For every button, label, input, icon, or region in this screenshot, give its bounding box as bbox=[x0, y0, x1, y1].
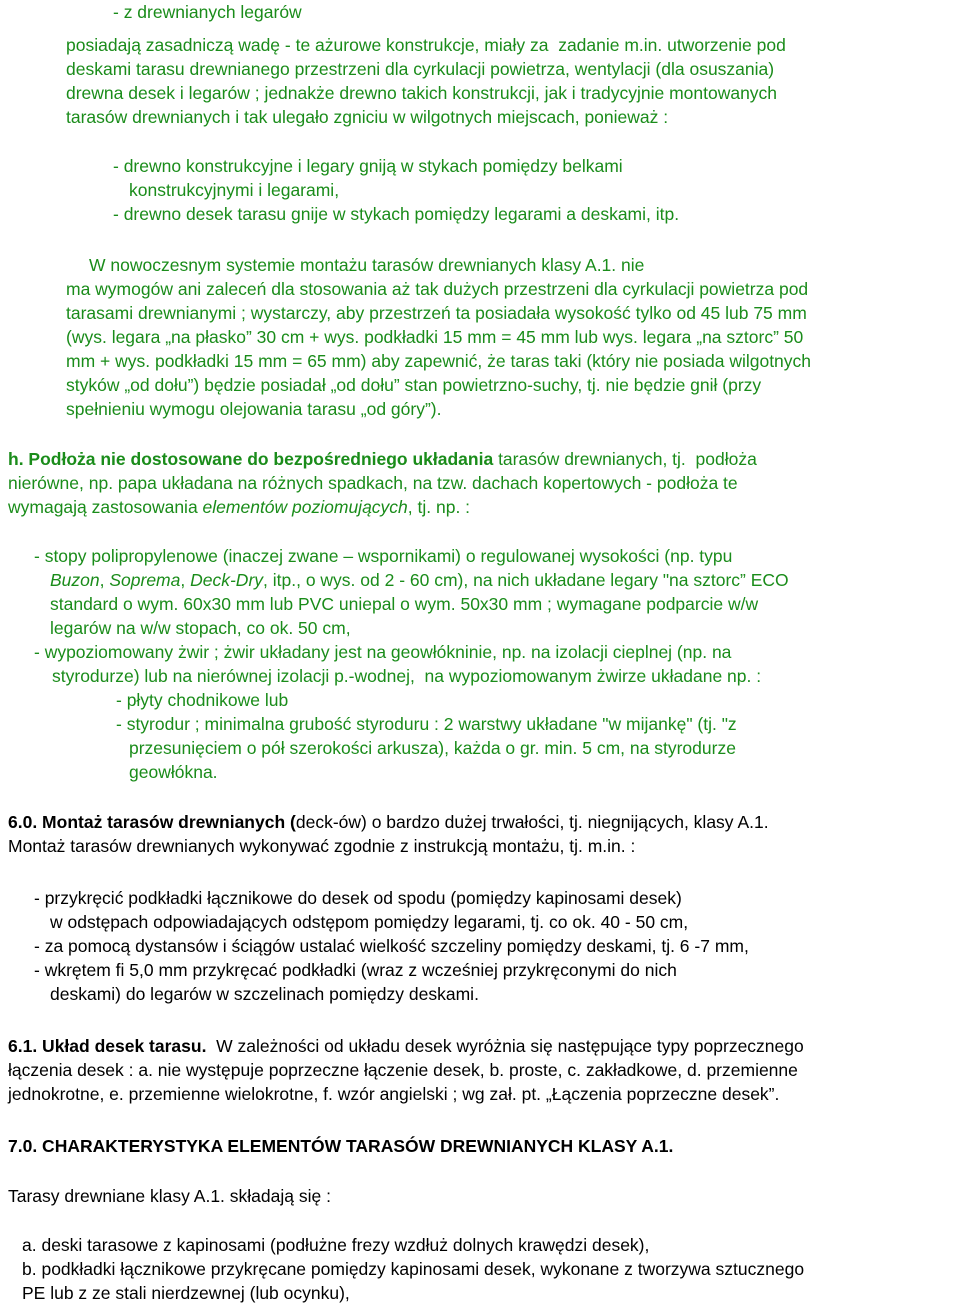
text-line bbox=[113, 0, 302, 24]
text-line bbox=[22, 1233, 649, 1257]
text-line bbox=[22, 1281, 350, 1305]
text-line bbox=[116, 688, 288, 712]
text-segment: deskami tarasu drewnianego przestrzeni dla cyrkulacji powietrza, wentylacji (dla osuszania) bbox=[66, 59, 775, 79]
text-line bbox=[34, 934, 749, 958]
text-segment: tarasów drewnianych, tj. podłoża bbox=[493, 449, 757, 469]
text-segment: deskami) do legarów w szczelinach pomiędzy deskami. bbox=[50, 984, 479, 1004]
text-segment: elementów poziomujących bbox=[202, 497, 408, 517]
text-line bbox=[66, 397, 441, 421]
text-line bbox=[52, 664, 761, 688]
text-line bbox=[66, 325, 803, 349]
text-line bbox=[129, 760, 218, 784]
text-line bbox=[116, 712, 737, 736]
text-segment: - wkrętem fi 5,0 mm przykręcać podkładki (wraz z wcześniej przykręconymi do nich bbox=[34, 960, 677, 980]
text-segment: standard o wym. 60x30 mm lub PVC uniepal o wym. 50x30 mm ; wymagane podparcie w/w bbox=[50, 594, 759, 614]
text-segment: a. deski tarasowe z kapinosami (podłużne frezy wzdłuż dolnych krawędzi desek), bbox=[22, 1235, 650, 1255]
text-segment: (wys. legara „na płasko” 30 cm + wys. podkładki 15 mm = 45 mm lub wys. legara „na sztorc” 50 bbox=[66, 327, 804, 347]
text-line bbox=[34, 640, 731, 664]
text-segment: 6.1. Układ desek tarasu. bbox=[8, 1036, 207, 1056]
text-segment: Buzon bbox=[50, 570, 100, 590]
text-line bbox=[66, 57, 774, 81]
text-segment: - za pomocą dystansów i ściągów ustalać wielkość szczeliny pomiędzy deskami, tj. 6 -7 mm, bbox=[34, 936, 749, 956]
text-segment: - wypoziomowany żwir ; żwir układany jest na geowłókninie, np. na izolacji cieplnej (np. na bbox=[34, 642, 732, 662]
text-line bbox=[66, 349, 811, 373]
text-line bbox=[66, 105, 668, 129]
text-line bbox=[50, 592, 758, 616]
text-line bbox=[66, 33, 786, 57]
text-segment: Montaż tarasów drewnianych wykonywać zgodnie z instrukcją montażu, tj. m.in. : bbox=[8, 836, 636, 856]
text-segment: legarów na w/w stopach, co ok. 50 cm, bbox=[50, 618, 351, 638]
text-segment: 6.0. Montaż tarasów drewnianych ( bbox=[8, 812, 296, 832]
text-segment: deck-ów) o bardzo dużej trwałości, tj. niegnijących, klasy A.1. bbox=[295, 812, 769, 832]
text-line bbox=[50, 568, 789, 592]
text-line bbox=[66, 277, 808, 301]
text-line bbox=[22, 1257, 804, 1281]
text-line bbox=[129, 178, 339, 202]
text-line bbox=[34, 958, 677, 982]
text-line bbox=[8, 1034, 804, 1058]
text-segment: b. podkładki łącznikowe przykręcane pomiędzy kapinosami desek, wykonane z tworzywa sztucznego bbox=[22, 1259, 805, 1279]
text-line bbox=[8, 447, 757, 471]
text-line bbox=[8, 471, 738, 495]
text-segment: mm + wys. podkładki 15 mm = 65 mm) aby zapewnić, że taras taki (który nie posiada wilgotnych bbox=[66, 351, 812, 371]
text-line bbox=[8, 495, 470, 519]
text-segment: drewna desek i legarów ; jednakże drewno takich konstrukcji, jak i tradycyjnie montowanych bbox=[66, 83, 778, 103]
text-segment: nierówne, np. papa układana na różnych spadkach, na tzw. dachach kopertowych - podłoża te bbox=[8, 473, 738, 493]
text-segment: geowłókna. bbox=[129, 762, 218, 782]
text-segment: W nowoczesnym systemie montażu tarasów drewnianych klasy A.1. nie bbox=[89, 255, 645, 275]
text-segment: spełnieniu wymogu olejowania tarasu „od góry”). bbox=[66, 399, 442, 419]
text-line bbox=[50, 616, 351, 640]
text-segment: h. Podłoża nie dostosowane do bezpośredniego układania bbox=[8, 449, 494, 469]
text-segment: konstrukcyjnymi i legarami, bbox=[129, 180, 340, 200]
text-line bbox=[8, 1082, 779, 1106]
text-segment: - z drewnianych legarów bbox=[113, 2, 302, 22]
text-segment: , itp., o wys. od 2 - 60 cm), na nich układane legary "na sztorc” ECO bbox=[263, 570, 789, 590]
text-segment: łączenia desek : a. nie występuje poprzeczne łączenie desek, b. proste, c. zakładkowe, d. przemienne bbox=[8, 1060, 798, 1080]
text-segment: styrodurze) lub na nierównej izolacji p.-wodnej, na wypoziomowanym żwirze układane np. : bbox=[52, 666, 762, 686]
text-segment: tarasów drewnianych i tak ulegało zgniciu w wilgotnych miejscach, ponieważ : bbox=[66, 107, 669, 127]
text-line bbox=[8, 1058, 798, 1082]
text-line bbox=[113, 202, 679, 226]
text-line bbox=[66, 373, 761, 397]
text-segment: Tarasy drewniane klasy A.1. składają się : bbox=[8, 1186, 331, 1206]
text-line bbox=[8, 1134, 673, 1158]
text-line bbox=[89, 253, 644, 277]
text-segment: , tj. np. : bbox=[407, 497, 471, 517]
text-segment: posiadają zasadniczą wadę - te ażurowe konstrukcje, miały za zadanie m.in. utworzenie pod bbox=[66, 35, 786, 55]
text-segment: jednokrotne, e. przemienne wielokrotne, f. wzór angielski ; wg zał. pt. „Łączenia poprzeczne desek”. bbox=[8, 1084, 780, 1104]
text-segment: - drewno desek tarasu gnije w stykach pomiędzy legarami a deskami, itp. bbox=[113, 204, 680, 224]
text-segment: wymagają zastosowania bbox=[8, 497, 203, 517]
text-segment: - drewno konstrukcyjne i legary gniją w stykach pomiędzy belkami bbox=[113, 156, 623, 176]
text-line bbox=[8, 1184, 331, 1208]
text-segment: Soprema bbox=[109, 570, 181, 590]
text-line bbox=[8, 834, 635, 858]
text-segment: tarasami drewnianymi ; wystarczy, aby przestrzeń ta posiadała wysokość tylko od 45 lub 75 mm bbox=[66, 303, 807, 323]
text-line bbox=[113, 154, 623, 178]
text-line bbox=[129, 736, 736, 760]
text-segment: styków „od dołu”) będzie posiadał „od dołu” stan powietrzno-suchy, tj. nie będzie gnił (przy bbox=[66, 375, 762, 395]
text-line bbox=[50, 982, 479, 1006]
text-segment: przesunięciem o pół szerokości arkusza), każda o gr. min. 5 cm, na styrodurze bbox=[129, 738, 736, 758]
text-segment: - przykręcić podkładki łącznikowe do desek od spodu (pomiędzy kapinosami desek) bbox=[34, 888, 682, 908]
text-line bbox=[34, 886, 682, 910]
text-segment: w odstępach odpowiadających odstępom pomiędzy legarami, tj. co ok. 40 - 50 cm, bbox=[50, 912, 689, 932]
text-segment: ma wymogów ani zaleceń dla stosowania aż tak dużych przestrzeni dla cyrkulacji powietrza pod bbox=[66, 279, 809, 299]
text-segment: , bbox=[180, 570, 191, 590]
text-segment: , bbox=[99, 570, 110, 590]
text-segment: - styrodur ; minimalna grubość styroduru : 2 warstwy układane "w mijankę" (tj. "z bbox=[116, 714, 737, 734]
text-line bbox=[66, 301, 807, 325]
text-segment: - stopy polipropylenowe (inaczej zwane – wspornikami) o regulowanej wysokości (np. typu bbox=[34, 546, 733, 566]
text-segment: PE lub z ze stali nierdzewnej (lub ocynku), bbox=[22, 1283, 350, 1303]
text-segment: Deck-Dry bbox=[190, 570, 264, 590]
text-segment: 7.0. CHARAKTERYSTYKA ELEMENTÓW TARASÓW DREWNIANYCH KLASY A.1. bbox=[8, 1136, 674, 1156]
text-line bbox=[8, 810, 769, 834]
text-segment: W zależności od układu desek wyróżnia się następujące typy poprzecznego bbox=[206, 1036, 804, 1056]
text-line bbox=[34, 544, 732, 568]
text-line bbox=[50, 910, 688, 934]
text-line bbox=[66, 81, 777, 105]
text-segment: - płyty chodnikowe lub bbox=[116, 690, 289, 710]
